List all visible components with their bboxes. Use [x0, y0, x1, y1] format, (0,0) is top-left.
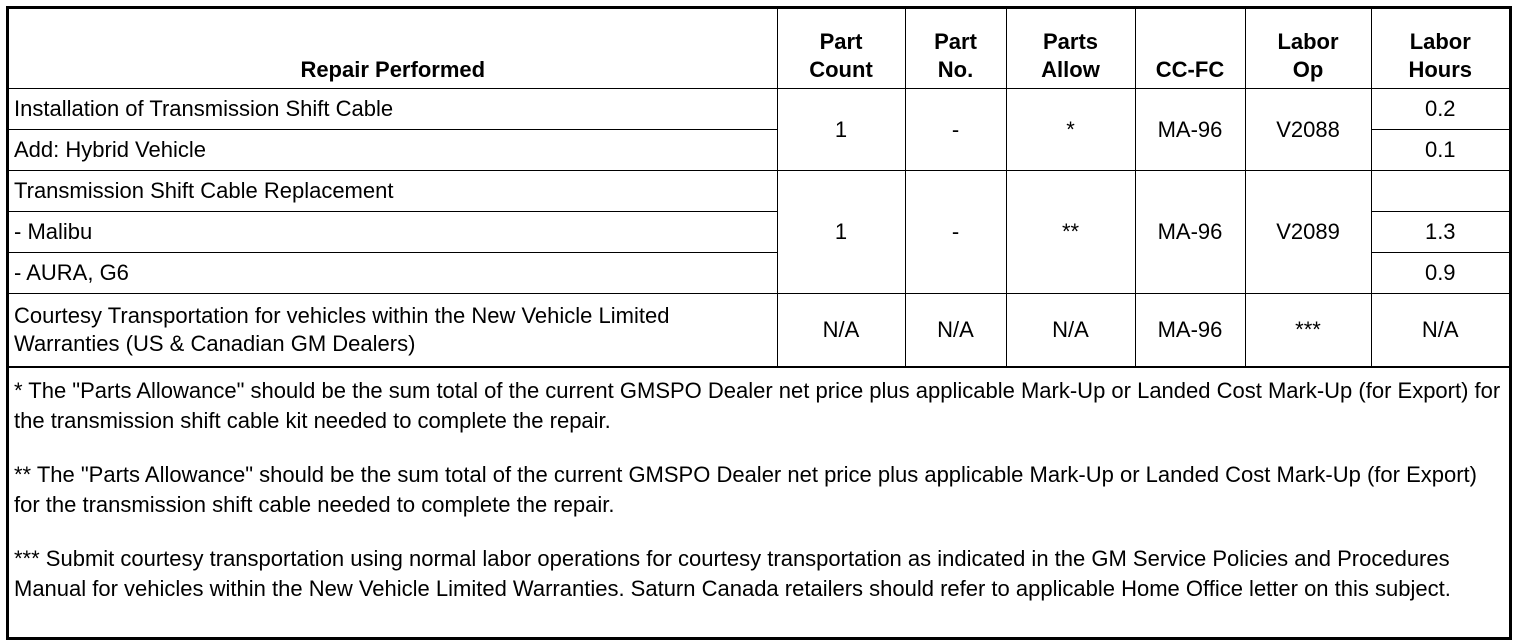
- header-part-count-line1: Part: [819, 29, 863, 54]
- header-labor-hours: [1371, 9, 1509, 89]
- table-row: [9, 89, 1509, 130]
- repair-description: Courtesy Transportation for vehicles within the New Vehicle Limited Warranties (US & Canadian GM Dealers): [9, 294, 777, 367]
- header-parts-allow-line1: Parts: [1042, 29, 1099, 54]
- footnotes: [9, 367, 1509, 604]
- repair-description: Add: Hybrid Vehicle: [9, 130, 777, 171]
- parts-allow-cell: *: [1006, 89, 1135, 171]
- header-labor-hours-line2: Hours: [1408, 57, 1473, 82]
- header-part-no: [905, 9, 1006, 89]
- labor-hours-cell: [1371, 171, 1509, 212]
- parts-allow-cell: **: [1006, 171, 1135, 294]
- part-count-cell: 1: [777, 89, 905, 171]
- part-no-cell: -: [905, 89, 1006, 171]
- labor-hours-cell: 0.9: [1371, 253, 1509, 294]
- header-row: [9, 9, 1509, 89]
- labor-table-frame: [6, 6, 1512, 640]
- part-no-cell: N/A: [905, 294, 1006, 367]
- labor-operation-table: [9, 9, 1509, 367]
- header-labor-op-line1: Labor: [1277, 29, 1339, 54]
- cc-fc-cell: MA-96: [1135, 294, 1245, 367]
- header-part-no-line2: No.: [937, 57, 974, 82]
- parts-allow-cell: N/A: [1006, 294, 1135, 367]
- footnote-parts-allowance-cable: ** The "Parts Allowance" should be the sum total of the current GMSPO Dealer net price plus applicable Mark-Up or Landed Cost Mark-Up (for Export) for the transmission shift cable needed to complete the repair.: [14, 462, 1477, 517]
- labor-op-cell: V2088: [1245, 89, 1371, 171]
- footnote-courtesy-transportation: *** Submit courtesy transportation using normal labor operations for courtesy transportation as indicated in the GM Service Policies and Procedures Manual for vehicles within the New Vehicle Limited Warranties. Saturn Canada retailers should refer to applicable Home Office letter on this subject.: [14, 546, 1451, 601]
- cc-fc-cell: MA-96: [1135, 171, 1245, 294]
- header-labor-hours-line1: Labor: [1409, 29, 1471, 54]
- labor-hours-cell: 0.1: [1371, 130, 1509, 171]
- part-count-cell: N/A: [777, 294, 905, 367]
- header-part-no-line1: Part: [934, 29, 977, 54]
- header-labor-op-line2: Op: [1292, 57, 1324, 82]
- header-part-count-line2: Count: [809, 57, 873, 82]
- repair-description: - Malibu: [9, 212, 777, 253]
- header-parts-allow-line2: Allow: [1041, 57, 1100, 82]
- labor-hours-cell: N/A: [1371, 294, 1509, 367]
- labor-op-cell: ***: [1245, 294, 1371, 367]
- repair-description: - AURA, G6: [9, 253, 777, 294]
- labor-hours-cell: 0.2: [1371, 89, 1509, 130]
- footnote-parts-allowance-kit: * The "Parts Allowance" should be the sum total of the current GMSPO Dealer net price plus applicable Mark-Up or Landed Cost Mark-Up (for Export) for the transmission shift cable kit needed to complete the repair.: [14, 378, 1501, 433]
- header-labor-op: [1245, 9, 1371, 89]
- labor-hours-cell: 1.3: [1371, 212, 1509, 253]
- repair-description: Transmission Shift Cable Replacement: [9, 171, 777, 212]
- header-repair-performed: Repair Performed: [9, 9, 777, 89]
- table-row: [9, 294, 1509, 367]
- header-parts-allow: [1006, 9, 1135, 89]
- header-cc-fc: CC-FC: [1135, 9, 1245, 89]
- cc-fc-cell: MA-96: [1135, 89, 1245, 171]
- header-part-count: [777, 9, 905, 89]
- part-count-cell: 1: [777, 171, 905, 294]
- table-row: [9, 171, 1509, 212]
- labor-op-cell: V2089: [1245, 171, 1371, 294]
- repair-description: Installation of Transmission Shift Cable: [9, 89, 777, 130]
- part-no-cell: -: [905, 171, 1006, 294]
